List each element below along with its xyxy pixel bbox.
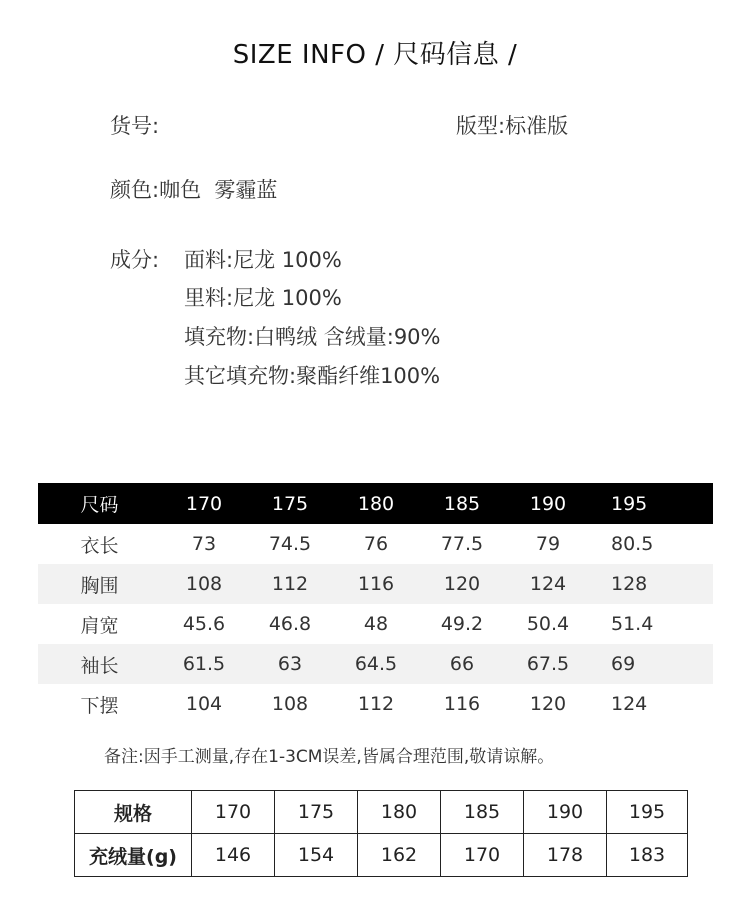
table-cell: 180 xyxy=(358,791,441,834)
measurement-note: 备注:因手工测量,存在1-3CM误差,皆属合理范围,敬请谅解。 xyxy=(104,747,555,767)
table-cell: 195 xyxy=(607,791,688,834)
header-cell: 185 xyxy=(419,483,505,524)
size-table xyxy=(38,483,713,724)
table-cell: 67.5 xyxy=(505,644,591,684)
table-cell: 69 xyxy=(591,644,713,684)
size-table-header xyxy=(38,483,713,524)
color-value: 咖色 雾霾蓝 xyxy=(159,178,278,202)
table-cell: 146 xyxy=(192,834,275,877)
table-cell: 51.4 xyxy=(611,613,654,635)
table-cell: 112 xyxy=(247,564,333,604)
table-cell: 66 xyxy=(419,644,505,684)
table-row xyxy=(38,524,713,564)
table-cell: 185 xyxy=(441,791,524,834)
table-cell: 46.8 xyxy=(268,613,312,635)
table-cell: 61.5 xyxy=(161,644,247,684)
row-label: 袖长 xyxy=(38,644,161,684)
item-no-line xyxy=(110,110,159,140)
table-cell: 178 xyxy=(524,834,607,877)
table-cell: 104 xyxy=(185,693,223,715)
row-label: 充绒量(g) xyxy=(75,834,192,877)
table-cell: 77.5 xyxy=(440,533,484,555)
table-cell: 183 xyxy=(607,834,688,877)
header-cell: 170 xyxy=(161,483,247,524)
table-row xyxy=(38,604,713,644)
table-cell: 120 xyxy=(529,693,567,715)
table-cell: 120 xyxy=(419,564,505,604)
table-cell: 73 xyxy=(191,533,217,555)
table-cell: 162 xyxy=(358,834,441,877)
row-label: 规格 xyxy=(75,791,192,834)
table-row xyxy=(38,644,713,684)
table-cell: 124 xyxy=(505,564,591,604)
table-cell: 124 xyxy=(611,693,648,715)
color-line xyxy=(110,174,277,204)
composition-other-filling: 其它填充物:聚酯纤维100% xyxy=(184,364,441,388)
table-row xyxy=(75,791,688,834)
row-label: 衣长 xyxy=(80,534,119,557)
table-cell: 175 xyxy=(275,791,358,834)
table-cell: 170 xyxy=(441,834,524,877)
header-cell: 195 xyxy=(591,483,713,524)
table-cell: 49.2 xyxy=(440,613,484,635)
header-cell: 190 xyxy=(505,483,591,524)
fit-label: 版型: xyxy=(456,114,506,138)
table-cell: 74.5 xyxy=(268,533,312,555)
table-cell: 63 xyxy=(247,644,333,684)
fit-line xyxy=(456,110,568,140)
table-cell: 154 xyxy=(275,834,358,877)
table-cell: 128 xyxy=(591,564,713,604)
table-cell: 48 xyxy=(363,613,389,635)
table-cell: 45.6 xyxy=(182,613,226,635)
table-cell: 80.5 xyxy=(611,533,654,555)
table-cell: 108 xyxy=(161,564,247,604)
header-cell: 180 xyxy=(333,483,419,524)
table-cell: 170 xyxy=(192,791,275,834)
table-cell: 64.5 xyxy=(333,644,419,684)
table-cell: 112 xyxy=(357,693,395,715)
header-cell: 175 xyxy=(247,483,333,524)
composition-filling: 填充物:白鸭绒 含绒量:90% xyxy=(184,325,441,349)
fit-value: 标准版 xyxy=(505,114,569,138)
table-cell: 79 xyxy=(535,533,561,555)
row-label: 胸围 xyxy=(38,564,161,604)
page-title: SIZE INFO / 尺码信息 / xyxy=(232,40,518,70)
header-cell: 尺码 xyxy=(38,483,161,524)
table-cell: 190 xyxy=(524,791,607,834)
table-cell: 76 xyxy=(363,533,389,555)
table-row xyxy=(38,684,713,724)
item-no-label: 货号: xyxy=(110,114,160,138)
table-cell: 116 xyxy=(333,564,419,604)
table-cell: 50.4 xyxy=(526,613,570,635)
composition-shell: 面料:尼龙 100% xyxy=(184,248,342,272)
color-label: 颜色: xyxy=(110,178,160,202)
composition-lining: 里料:尼龙 100% xyxy=(184,286,342,310)
row-label: 肩宽 xyxy=(80,614,119,637)
table-row xyxy=(38,564,713,604)
down-weight-table xyxy=(74,790,688,877)
row-label: 下摆 xyxy=(80,694,119,717)
table-row xyxy=(75,834,688,877)
table-cell: 116 xyxy=(443,693,481,715)
composition-label: 成分: xyxy=(110,248,160,272)
table-cell: 108 xyxy=(271,693,309,715)
